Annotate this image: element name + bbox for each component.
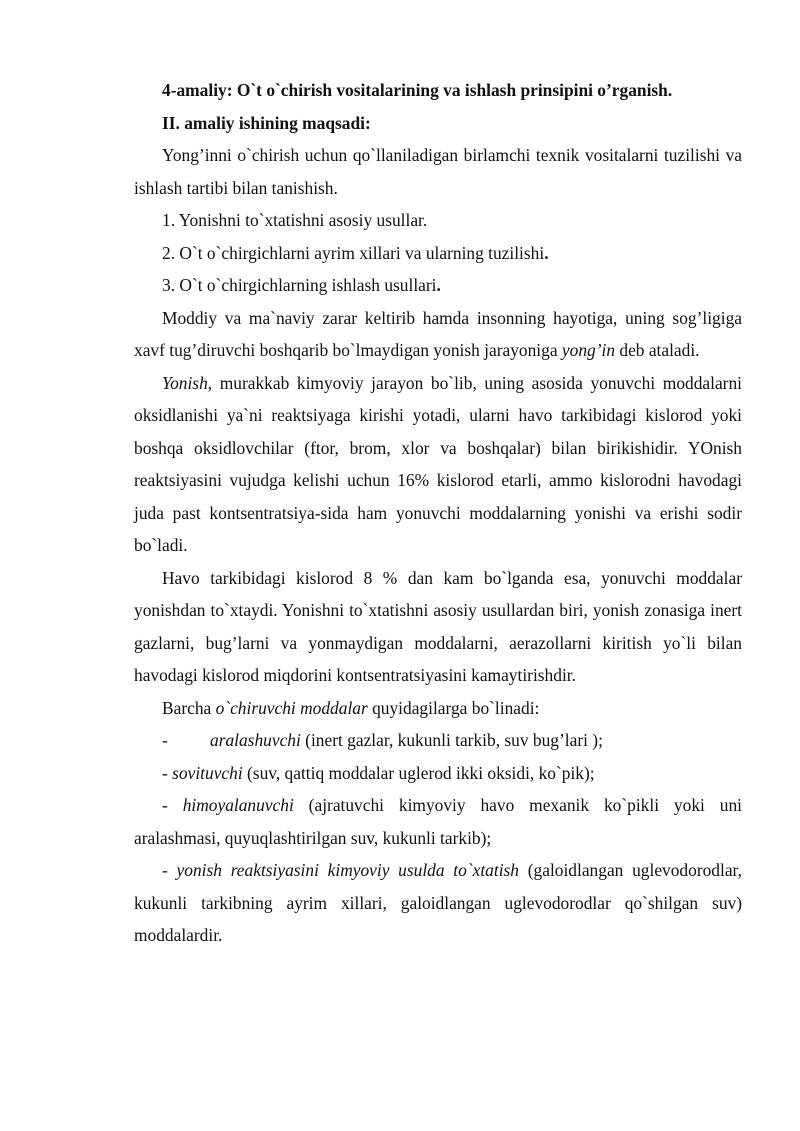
- intro-paragraph: Yong’inni o`chirish uchun qo`llaniladigan birlamchi texnik vositalarni tuzilishi va ishlash tartibi bilan tanishish.: [134, 145, 742, 198]
- list-item: 1. Yonishni to`xtatishni asosiy usullar.: [162, 210, 428, 230]
- section-heading: II. amaliy ishining maqsadi:: [162, 112, 371, 133]
- page-title: 4-amaliy: O`t o`chirish vositalarining va ishlash prinsipini o’rganish.: [162, 80, 673, 100]
- list-item: - himoyalanuvchi (ajratuvchi kimyoviy havo mexanik ko`pikli yoki uni aralashmasi, quyuqlashtirilgan suv, kukunli tarkib);: [134, 795, 742, 848]
- list-item: - yonish reaktsiyasini kimyoviy usulda to`xtatish (galoidlangan uglevodorodlar, kukunli tarkibning ayrim xillari, galoidlangan uglevodorodlar qo`shilgan suv) moddalardir.: [134, 860, 742, 945]
- paragraph-extinguishing-agents: Barcha o`chiruvchi moddalar quyidagilarga bo`linadi:: [162, 697, 540, 718]
- list-item: 3. O`t o`chirgichlarning ishlash usullari.: [162, 275, 441, 295]
- list-item: 2. O`t o`chirgichlarni ayrim xillari va ularning tuzilishi.: [162, 242, 549, 263]
- paragraph-combustion: Yonish, murakkab kimyoviy jarayon bo`lib, uning asosida yonuvchi moddalarni oksidlanishi ya`ni reaktsiyaga kirishi yotadi, ularni havo tarkibidagi kislorod yoki boshqa oksidlovchilar (ftor, brom, xlor va boshqalar) bilan birikishidir. YOnish reaktsiyasini vujudga kelishi uchun 16% kislorod etarli, ammo kislorodni havodagi juda past kontsentratsiya-sida ham yonuvchi moddalarning yonishi va erishi sodir bo`ladi.: [134, 372, 742, 555]
- paragraph-definition: Moddiy va ma`naviy zarar keltirib hamda insonning hayotiga, uning sog’ligiga xavf tug’diruvchi boshqarib bo`lmaydigan yonish jarayoniga yong’in deb ataladi.: [134, 307, 742, 360]
- paragraph-oxygen: Havo tarkibidagi kislorod 8 % dan kam bo`lganda esa, yonuvchi moddalar yonishdan to`xtaydi. Yonishni to`xtatishni asosiy usullardan biri, yonish zonasiga inert gazlarni, bug’larni va yonmaydigan moddalarni, aerazollarni kiritish yo`li bilan havodagi kislorod miqdorini kontsentratsiyasini kamaytirishdir.: [134, 567, 742, 685]
- list-item: - aralashuvchi (inert gazlar, kukunli tarkib, suv bug’lari );: [162, 730, 603, 750]
- list-item: - sovituvchi (suv, qattiq moddalar uglerod ikki oksidi, ko`pik);: [162, 762, 595, 783]
- document-page: [134, 74, 742, 952]
